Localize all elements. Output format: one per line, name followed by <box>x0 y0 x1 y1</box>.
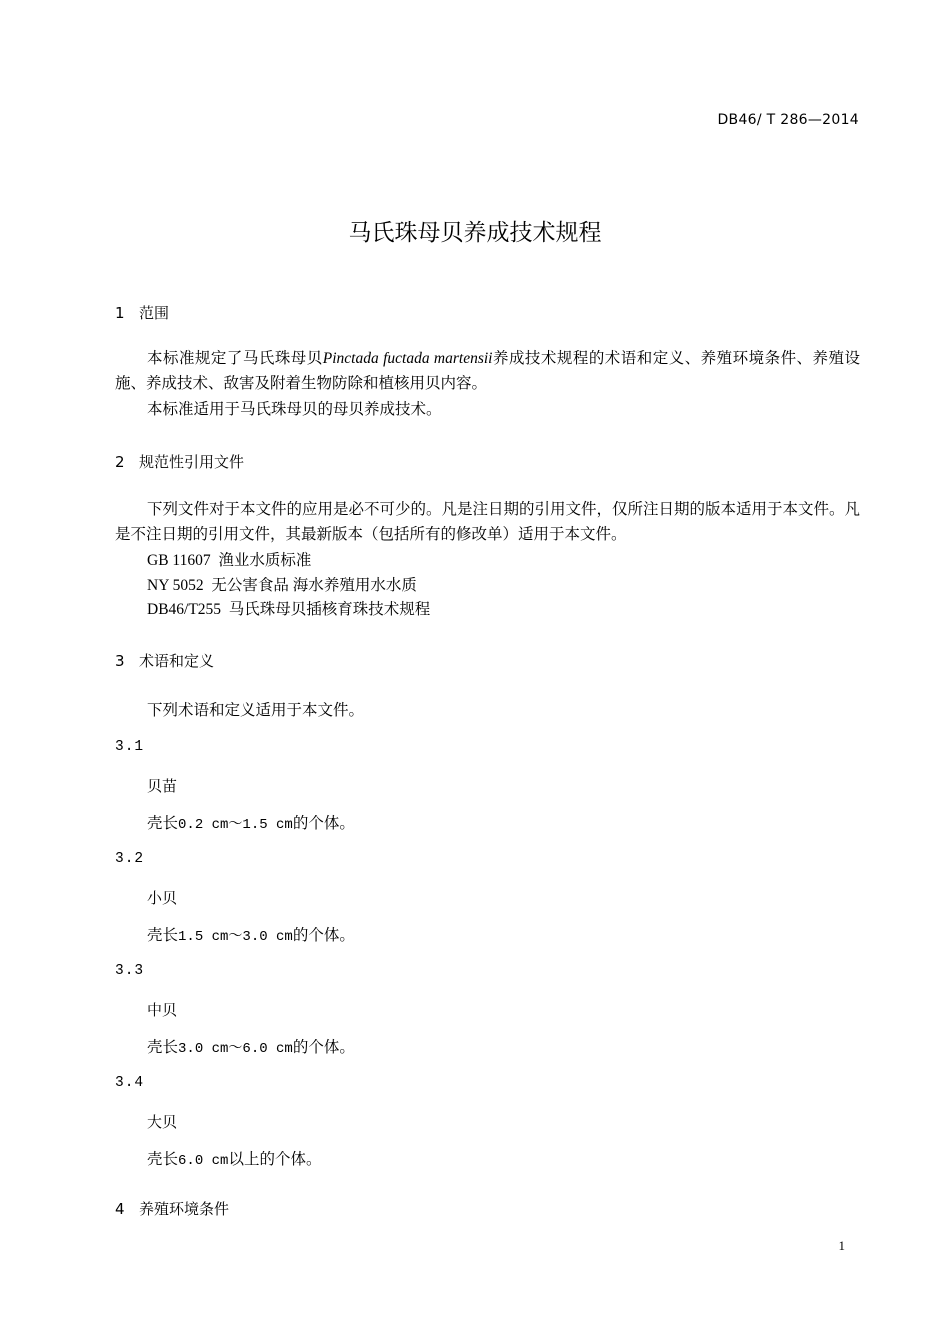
section-title: 范围 <box>139 304 170 322</box>
definition-value: 6.0 cm <box>178 1153 229 1169</box>
term-name: 小贝 <box>147 889 178 907</box>
term-definition <box>147 811 355 833</box>
scope-paragraph-2: 本标准适用于马氏珠母贝的母贝养成技术。 <box>147 401 442 418</box>
term-name: 贝苗 <box>147 777 178 795</box>
definition-value: 0.2 cm～1.5 cm <box>178 817 293 833</box>
term-definition <box>147 923 355 945</box>
reference-item: GB 11607 渔业水质标准 <box>147 552 312 569</box>
reference-item: DB46/T255 马氏珠母贝插核育珠技术规程 <box>147 601 431 618</box>
document-title: 马氏珠母贝养成技术规程 <box>348 220 602 246</box>
scope-text: 养成技术规程的术语和定义、养殖环境条件、养殖设施、养成技术、敌害及附着生物防除和植核用贝内容。 <box>115 350 860 392</box>
definition-text: 的个体。 <box>292 815 355 832</box>
document-code: DB46/ T 286—2014 <box>717 112 859 128</box>
terms-intro: 下列术语和定义适用于本文件。 <box>147 702 365 719</box>
definition-text: 壳长 <box>147 1039 179 1056</box>
definition-text: 壳长 <box>147 1151 179 1168</box>
reference-item: NY 5052 无公害食品 海水养殖用水水质 <box>147 577 417 594</box>
section-number: 1 <box>115 304 125 322</box>
term-definition <box>147 1035 355 1057</box>
section-heading-terms <box>115 650 214 671</box>
definition-text: 壳长 <box>147 815 179 832</box>
section-title: 术语和定义 <box>139 652 215 670</box>
section-heading-scope <box>115 302 169 323</box>
page-number: 1 <box>838 1238 845 1253</box>
section-title: 养殖环境条件 <box>139 1200 230 1218</box>
section-heading-environment <box>115 1198 229 1219</box>
term-number: 3.1 <box>115 739 145 755</box>
section-number: 3 <box>115 652 125 670</box>
references-intro: 下列文件对于本文件的应用是必不可少的。凡是注日期的引用文件，仅所注日期的版本适用于本文件。凡是不注日期的引用文件，其最新版本（包括所有的修改单）适用于本文件。 <box>115 501 861 543</box>
section-heading-references <box>115 451 244 472</box>
definition-value: 3.0 cm～6.0 cm <box>178 1041 293 1057</box>
definition-value: 1.5 cm～3.0 cm <box>178 929 293 945</box>
term-name: 大贝 <box>147 1113 178 1131</box>
term-definition <box>147 1147 321 1169</box>
section-title: 规范性引用文件 <box>139 453 245 471</box>
definition-text: 以上的个体。 <box>228 1151 322 1168</box>
section-number: 2 <box>115 453 125 471</box>
definition-text: 的个体。 <box>292 927 355 944</box>
definition-text: 的个体。 <box>292 1039 355 1056</box>
scope-paragraph-1 <box>115 347 860 396</box>
definition-text: 壳长 <box>147 927 179 944</box>
term-number: 3.4 <box>115 1075 145 1091</box>
section-number: 4 <box>115 1200 125 1218</box>
term-number: 3.2 <box>115 851 145 867</box>
term-number: 3.3 <box>115 963 145 979</box>
term-name: 中贝 <box>147 1001 178 1019</box>
species-name: Pinctada fuctada martensii <box>322 350 493 367</box>
scope-text: 本标准规定了马氏珠母贝 <box>147 350 323 367</box>
